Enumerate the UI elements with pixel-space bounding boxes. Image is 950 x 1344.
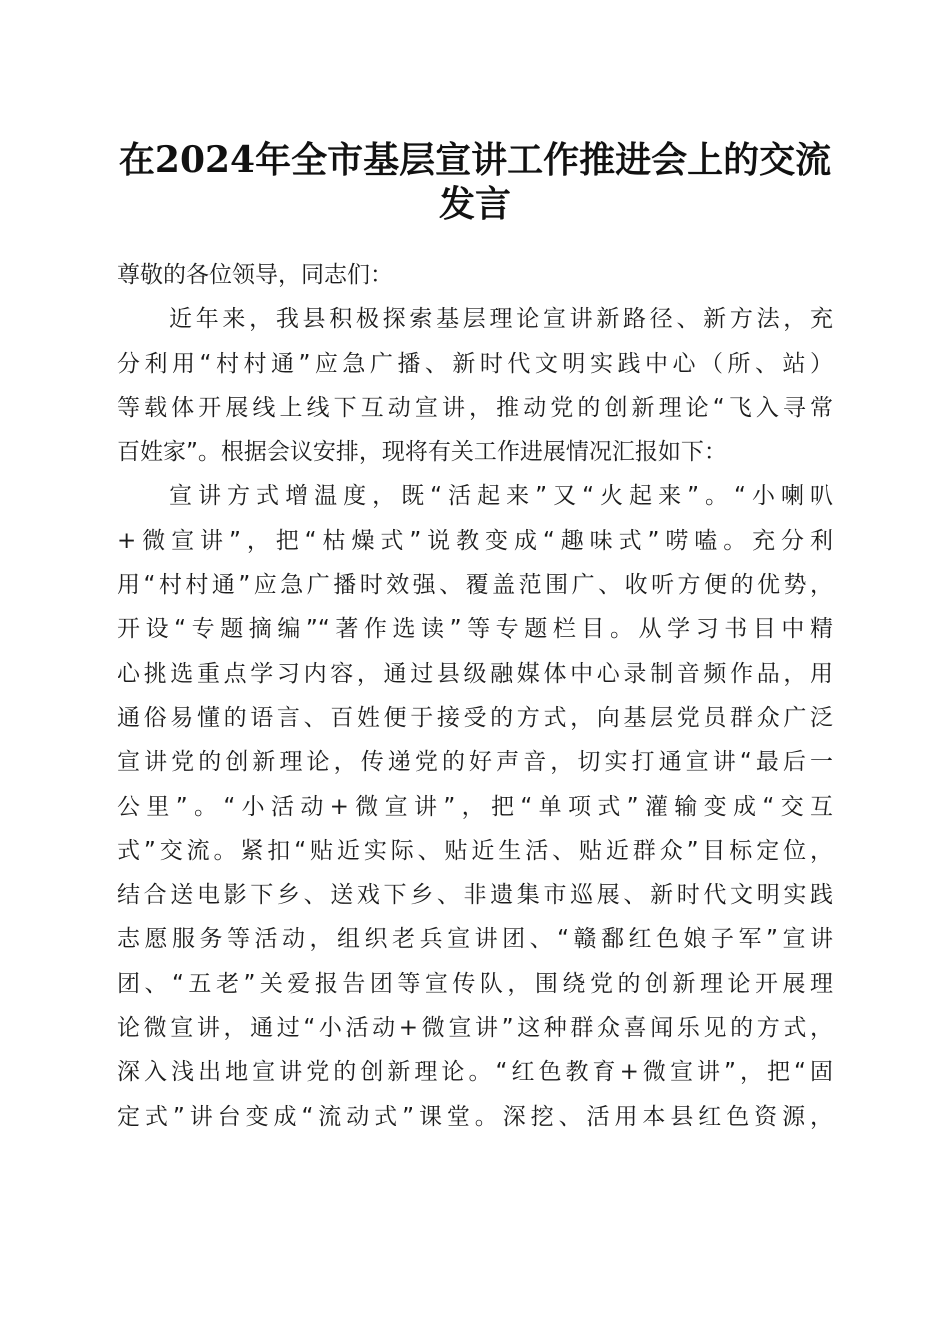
paragraph-line: 团、“五老”关爱报告团等宣传队，围绕党的创新理论开展理 bbox=[117, 970, 833, 997]
paragraph-line: 等载体开展线上线下互动宣讲，推动党的创新理论“飞入寻常 bbox=[117, 394, 833, 421]
paragraph-line: 分利用“村村通”应急广播、新时代文明实践中心（所、站） bbox=[117, 350, 833, 377]
paragraph-line: 百姓家”。根据会议安排，现将有关工作进展情况汇报如下： bbox=[117, 439, 727, 466]
title-line: 发言 bbox=[438, 183, 511, 225]
paragraph-intro bbox=[117, 297, 833, 474]
document-body bbox=[117, 253, 833, 1139]
paragraph-line: 志愿服务等活动，组织老兵宣讲团、“赣鄱红色娘子军”宣讲 bbox=[117, 926, 833, 953]
paragraph-line: +微宣讲”，把“枯燥式”说教变成“趣味式”唠嗑。充分利 bbox=[117, 527, 833, 554]
paragraph-line: 宣讲党的创新理论，传递党的好声音，切实打通宣讲“最后一 bbox=[117, 749, 833, 776]
paragraph-line: 公里”。“小活动+微宣讲”，把“单项式”灌输变成“交互 bbox=[117, 793, 833, 820]
salutation: 尊敬的各位领导，同志们： bbox=[117, 262, 393, 288]
title-line: 在2024年全市基层宣讲工作推进会上的交流 bbox=[118, 139, 832, 181]
paragraph-line: 近年来，我县积极探索基层理论宣讲新路径、新方法，充 bbox=[169, 306, 833, 333]
paragraph-line: 开设“专题摘编”“著作选读”等专题栏目。从学习书目中精 bbox=[117, 616, 833, 643]
paragraph-line: 论微宣讲，通过“小活动+微宣讲”这种群众喜闻乐见的方式， bbox=[117, 1015, 833, 1042]
paragraph-line: 深入浅出地宣讲党的创新理论。“红色教育+微宣讲”，把“固 bbox=[117, 1059, 833, 1086]
paragraph-line: 定式”讲台变成“流动式”课堂。深挖、活用本县红色资源， bbox=[117, 1103, 833, 1130]
paragraph-methods bbox=[117, 474, 833, 1138]
document-title bbox=[110, 138, 840, 226]
paragraph-line: 宣讲方式增温度，既“活起来”又“火起来”。“小喇叭 bbox=[169, 483, 833, 510]
paragraph-line: 通俗易懂的语言、百姓便于接受的方式，向基层党员群众广泛 bbox=[117, 704, 833, 731]
paragraph-line: 结合送电影下乡、送戏下乡、非遗集市巡展、新时代文明实践 bbox=[117, 882, 833, 909]
paragraph-line: 用“村村通”应急广播时效强、覆盖范围广、收听方便的优势， bbox=[117, 572, 833, 599]
paragraph-line: 心挑选重点学习内容，通过县级融媒体中心录制音频作品，用 bbox=[117, 660, 833, 687]
paragraph-line: 式”交流。紧扣“贴近实际、贴近生活、贴近群众”目标定位， bbox=[117, 837, 833, 864]
